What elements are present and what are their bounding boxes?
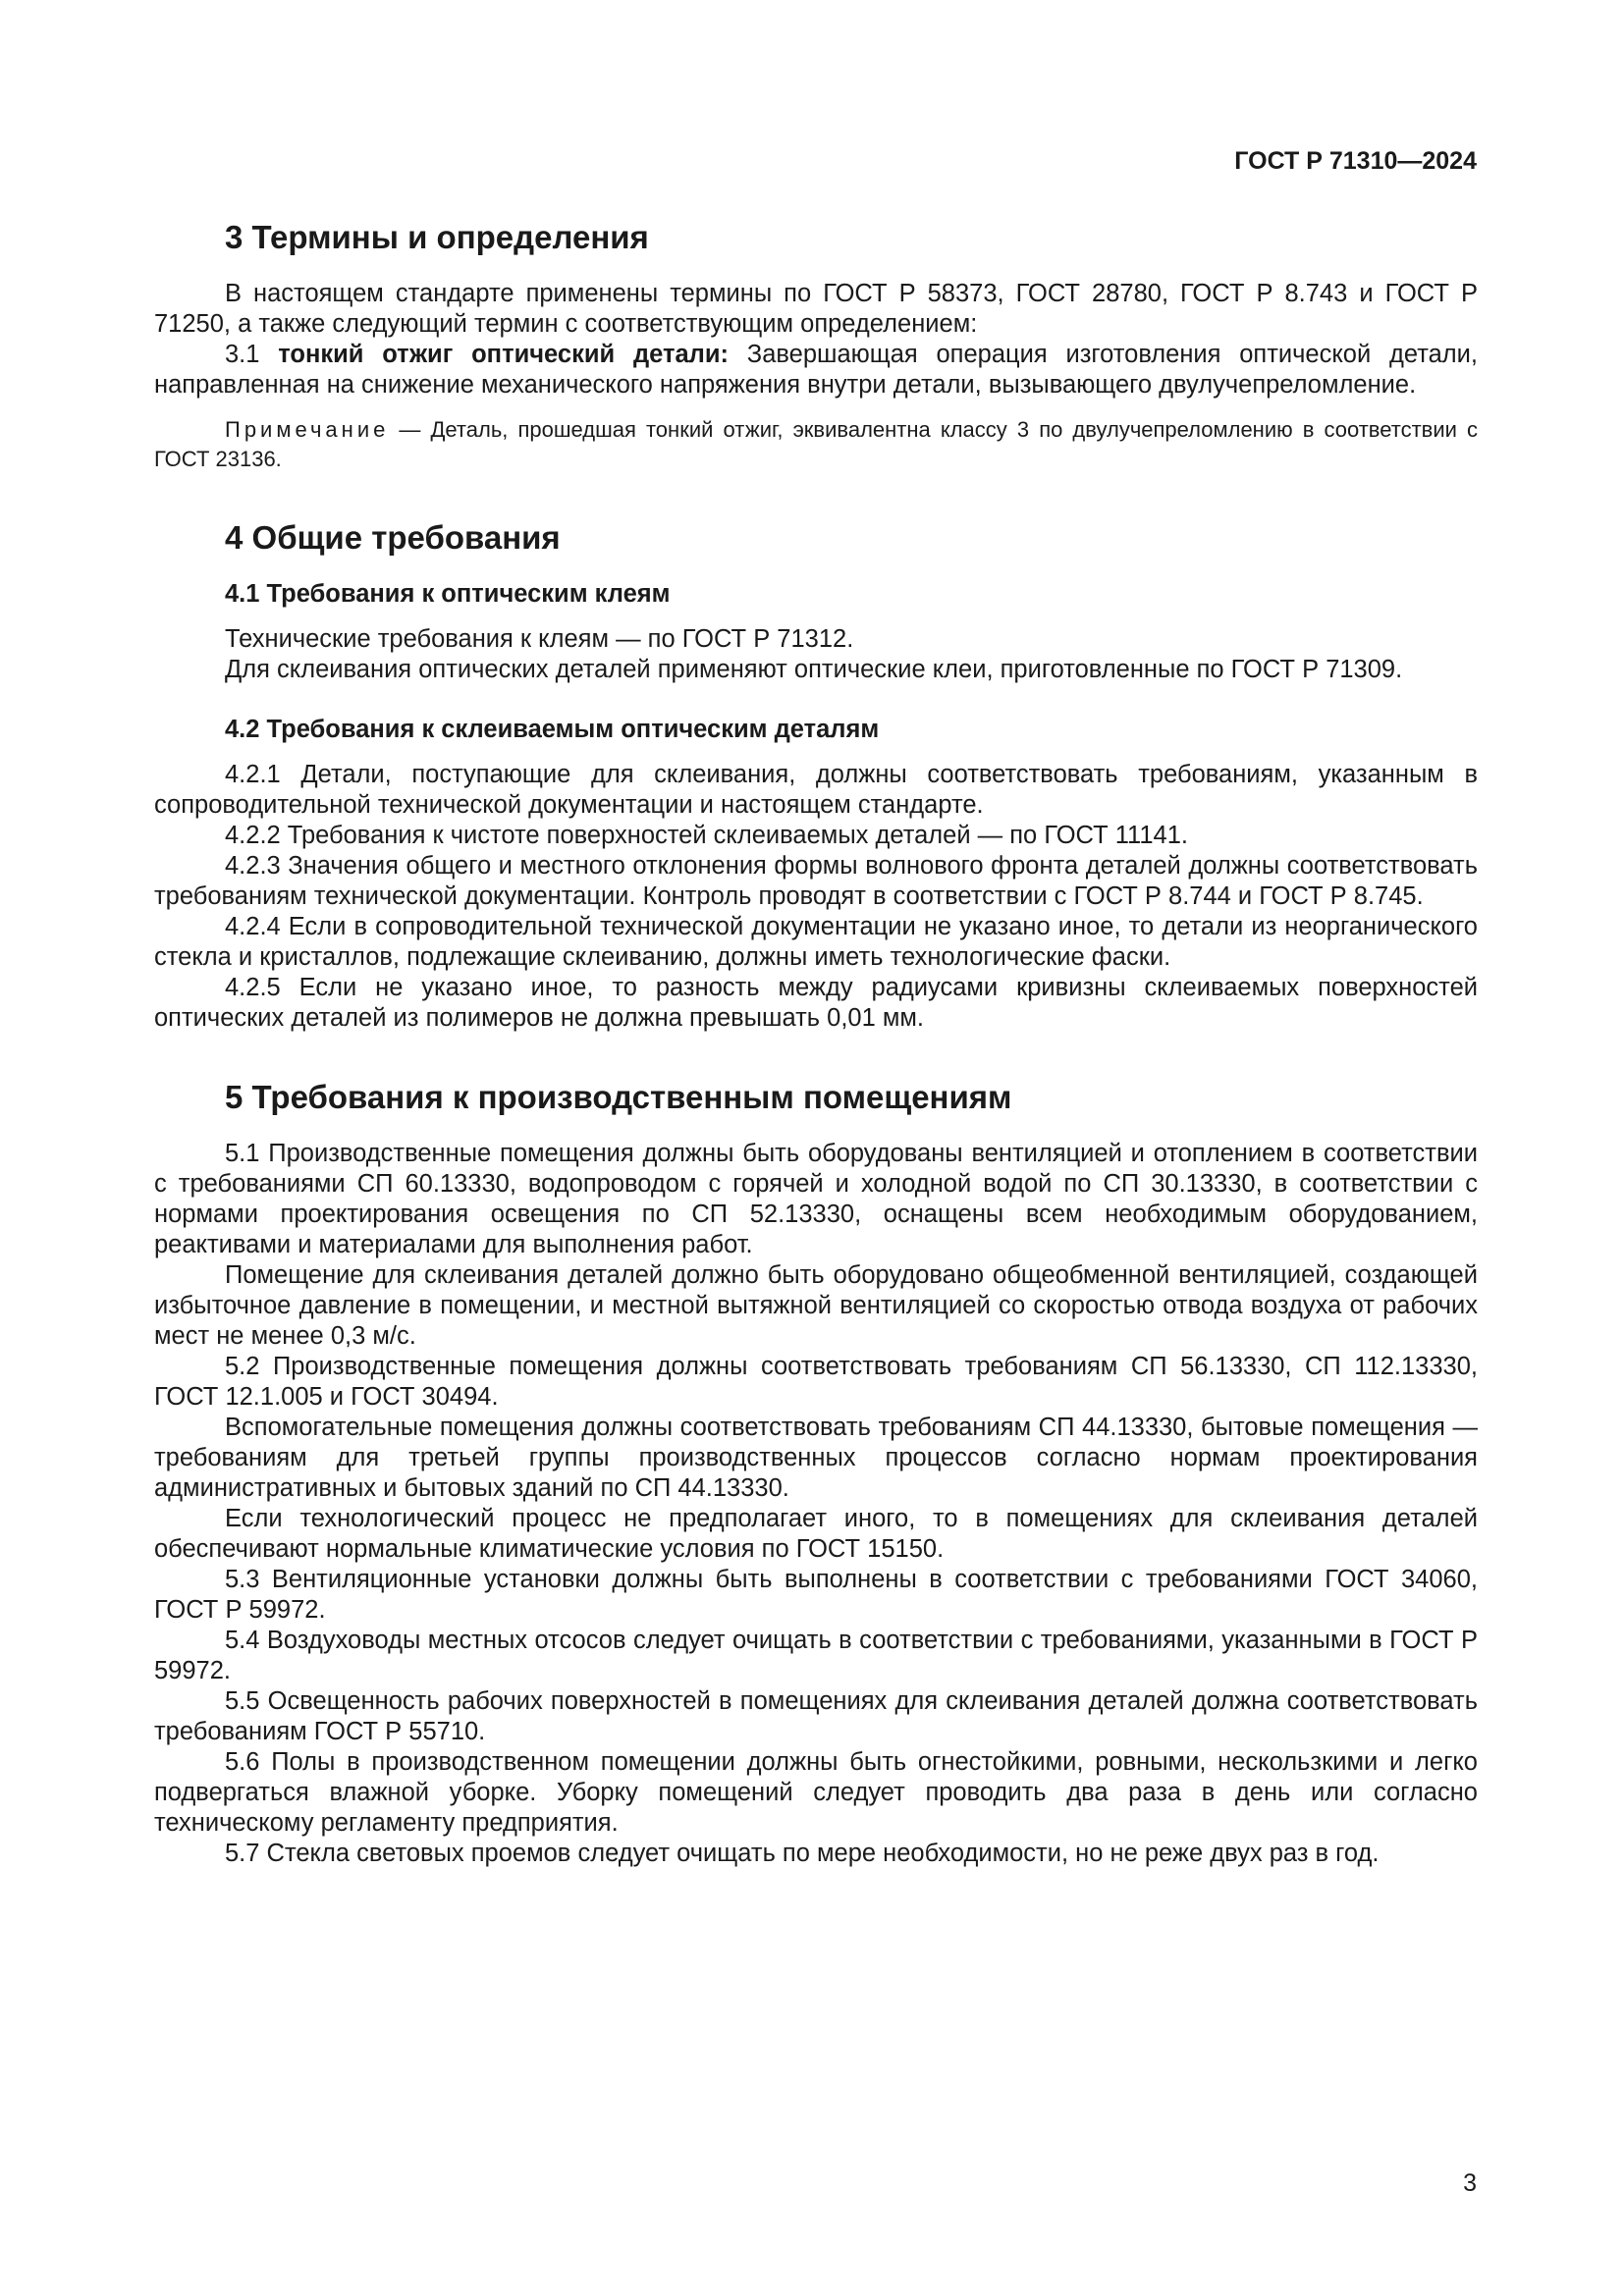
document-id-header: ГОСТ Р 71310—2024 xyxy=(1234,147,1477,175)
paragraph-5-2-b: Вспомогательные помещения должны соответствовать требованиям СП 44.13330, бытовые помещения — требованиям для третьей группы производственных процессов согласно нормам проектирования административных и бытовых зданий по СП 44.13330. xyxy=(154,1414,1478,1502)
subsection-4-2-title: 4.2 Требования к склеиваемым оптическим деталям xyxy=(225,716,880,743)
paragraph-5-3: 5.3 Вентиляционные установки должны быть выполнены в соответствии с требованиями ГОСТ 34060, ГОСТ Р 59972. xyxy=(154,1566,1478,1624)
section-3-intro: В настоящем стандарте применены термины по ГОСТ Р 58373, ГОСТ 28780, ГОСТ Р 8.743 и ГОСТ Р 71250, а также следующий термин с соответствующим определением: xyxy=(154,280,1478,338)
paragraph-4-2-2: 4.2.2 Требования к чистоте поверхностей склеиваемых деталей — по ГОСТ 11141. xyxy=(225,822,1188,849)
note-paragraph xyxy=(154,415,1478,474)
paragraph-5-2: 5.2 Производственные помещения должны соответствовать требованиям СП 56.13330, СП 112.13330, ГОСТ 12.1.005 и ГОСТ 30494. xyxy=(154,1353,1478,1411)
paragraph-5-1-b: Помещение для склеивания деталей должно быть оборудовано общеобменной вентиляцией, создающей избыточное давление в помещении, и местной вытяжной вентиляцией со скоростью отвода воздуха от рабочих мест не менее 0,3 м/с. xyxy=(154,1261,1478,1350)
paragraph-4-2-3: 4.2.3 Значения общего и местного отклонения формы волнового фронта деталей должны соответствовать требованиям технической документации. Контроль проводят в соответствии с ГОСТ Р 8.744 и ГОСТ Р 8.745. xyxy=(154,852,1478,910)
section-4-title: 4 Общие требования xyxy=(225,519,561,556)
term-3-1 xyxy=(154,340,1478,400)
document-body xyxy=(154,218,1478,1869)
paragraph-5-5: 5.5 Освещенность рабочих поверхностей в помещениях для склеивания деталей должна соответствовать требованиям ГОСТ Р 55710. xyxy=(154,1687,1478,1745)
paragraph-4-2-4: 4.2.4 Если в сопроводительной технической документации не указано иное, то детали из неорганического стекла и кристаллов, подлежащие склеиванию, должны иметь технологические фаски. xyxy=(154,913,1478,971)
note-label: Примечание xyxy=(225,417,390,442)
note-text: — Деталь, прошедшая тонкий отжиг, эквивалентна классу 3 по двулучепреломлению в соответствии с ГОСТ 23136. xyxy=(154,417,1478,471)
term-name: тонкий отжиг оптический детали: xyxy=(278,341,730,368)
term-definition: Завершающая операция изготовления оптической детали, направленная на снижение механического напряжения внутри детали, вызывающего двулучепреломление. xyxy=(154,341,1478,399)
term-number: 3.1 xyxy=(225,341,279,368)
paragraph-5-6: 5.6 Полы в производственном помещении должны быть огнестойкими, ровными, нескользкими и легко подвергаться влажной уборке. Уборку помещений следует проводить два раза в день или согласно техническому регламенту предприятия. xyxy=(154,1748,1478,1837)
paragraph-5-1: 5.1 Производственные помещения должны быть оборудованы вентиляцией и отоплением в соответствии с требованиями СП 60.13330, водопроводом с горячей и холодной водой по СП 30.13330, в соответствии с нормами проектирования освещения по СП 52.13330, оснащены всем необходимым оборудованием, реактивами и материалами для выполнения работ. xyxy=(154,1140,1478,1258)
section-5-title: 5 Требования к производственным помещениям xyxy=(225,1079,1012,1115)
paragraph-4-2-1: 4.2.1 Детали, поступающие для склеивания, должны соответствовать требованиям, указанным в сопроводительной технической документации и настоящем стандарте. xyxy=(154,761,1478,819)
paragraph-5-4: 5.4 Воздуховоды местных отсосов следует очищать в соответствии с требованиями, указанными в ГОСТ Р 59972. xyxy=(154,1627,1478,1684)
subsection-4-1-title: 4.1 Требования к оптическим клеям xyxy=(225,580,671,608)
paragraph-4-1-2: Для склеивания оптических деталей применяют оптические клеи, приготовленные по ГОСТ Р 71309. xyxy=(225,656,1403,683)
page-number: 3 xyxy=(1463,2169,1477,2197)
paragraph-4-1-1: Технические требования к клеям — по ГОСТ Р 71312. xyxy=(225,625,854,653)
section-3-title: 3 Термины и определения xyxy=(225,219,649,255)
paragraph-4-2-5: 4.2.5 Если не указано иное, то разность между радиусами кривизны склеиваемых поверхностей оптических деталей из полимеров не должна превышать 0,01 мм. xyxy=(154,974,1478,1032)
paragraph-5-2-c: Если технологический процесс не предполагает иного, то в помещениях для склеивания деталей обеспечивают нормальные климатические условия по ГОСТ 15150. xyxy=(154,1505,1478,1563)
paragraph-5-7: 5.7 Стекла световых проемов следует очищать по мере необходимости, но не реже двух раз в год. xyxy=(225,1840,1380,1867)
